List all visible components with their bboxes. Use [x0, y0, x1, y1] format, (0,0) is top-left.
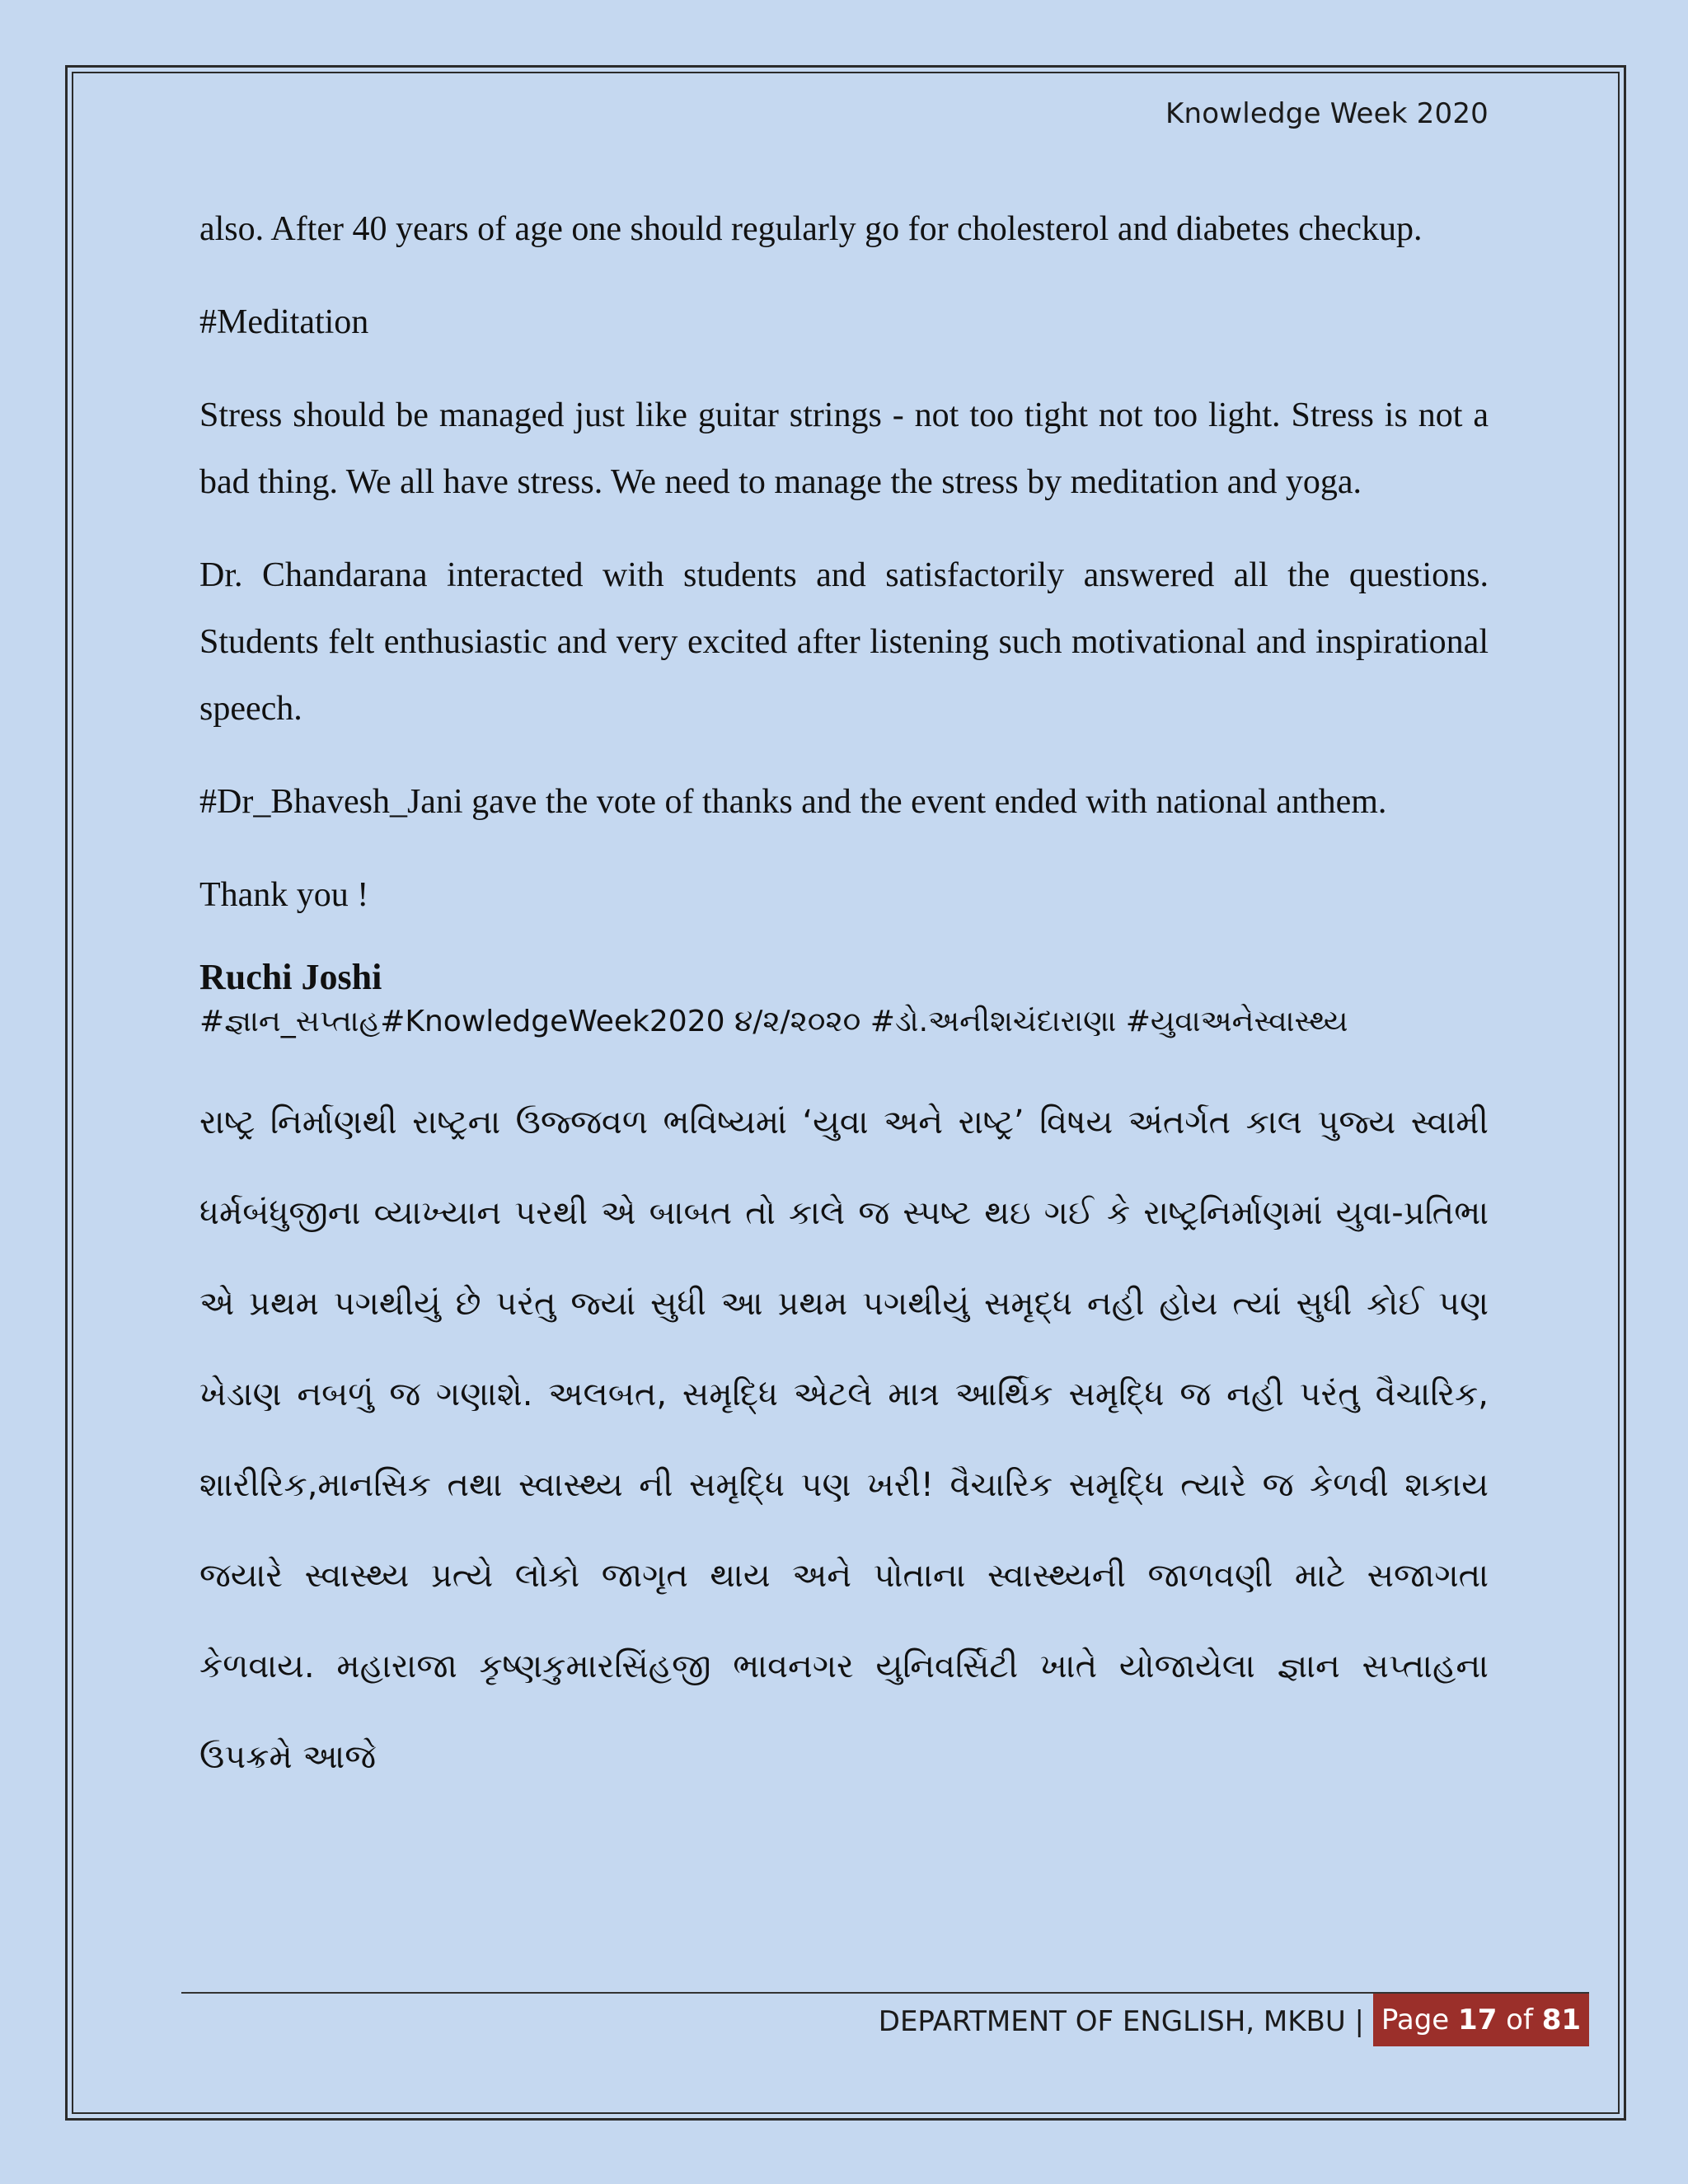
paragraph-interaction: Dr. Chandarana interacted with students and satisfactorily answered all the questions. Students felt enthusiastic and very excited after listening such motivational and inspirational speech.	[199, 556, 1489, 728]
page-total: 81	[1541, 2004, 1582, 2036]
paragraph-vote-of-thanks: #Dr_Bhavesh_Jani gave the vote of thanks and the event ended with national anthem.	[199, 783, 1387, 821]
hashtag-line: #જ્ઞાન_સપ્તાહ#KnowledgeWeek2020 ૪/૨/૨૦૨૦ #ડો.અનીશચંદારાણા #યુવાઅનેસ્વાસ્થ્ય	[199, 1005, 1348, 1038]
running-header: Knowledge Week 2020	[1165, 97, 1489, 130]
paragraph-checkup: also. After 40 years of age one should regularly go for cholesterol and diabetes checkup.	[199, 210, 1423, 248]
heading-meditation: #Meditation	[199, 303, 369, 341]
paragraph-thank-you: Thank you !	[199, 876, 369, 914]
page-word: Page	[1381, 2004, 1450, 2036]
gujarati-paragraph: રાષ્ટ્ર નિર્માણથી રાષ્ટ્રના ઉજ્જવળ ભવિષ્યમાં ‘યુવા અને રાષ્ટ્ર’ વિષય અંતર્ગત કાલ પુજ્ય સ્વામી ધર્મબંધુજીના વ્યાખ્યાન પરથી એ બાબત તો કાલે જ સ્પષ્ટ થઇ ગઈ કે રાષ્ટ્રનિર્માણમાં યુવા-પ્રતિભા એ પ્રથમ પગથીયું છે પરંતુ જ્યાં સુધી આ પ્રથમ પગથીયું સમૃદ્ધ નહી હોય ત્યાં સુધી કોઈ પણ ખેડાણ નબળું જ ગણાશે. અલબત, સમૃદ્ધિ એટલે માત્ર આર્થિક સમૃદ્ધિ જ નહી પરંતુ વૈચારિક, શારીરિક,માનસિક તથા સ્વાસ્થ્ય ની સમૃદ્ધિ પણ ખરી! વૈચારિક સમૃદ્ધિ ત્યારે જ કેળવી શકાય જયારે સ્વાસ્થ્ય પ્રત્યે લોકો જાગૃત થાય અને પોતાના સ્વાસ્થ્યની જાળવણી માટે સજાગતા કેળવાય. મહારાજા કૃષ્ણકુમારસિંહજી ભાવનગર યુનિવર્સિટી ખાતે યોજાયેલા જ્ઞાન સપ્તાહના ઉપક્રમે આજે	[199, 1104, 1489, 1776]
author-name: Ruchi Joshi	[199, 957, 382, 997]
page-current: 17	[1458, 2004, 1498, 2036]
page-of: of	[1506, 2004, 1533, 2036]
paragraph-stress: Stress should be managed just like guitar strings - not too tight not too light. Stress is not a bad thing. We all have stress. We need to manage the stress by meditation and yoga.	[199, 396, 1489, 501]
page-body	[199, 196, 1489, 1802]
footer-department: DEPARTMENT OF ENGLISH, MKBU |	[878, 2005, 1364, 2038]
page-number-badge	[1373, 1994, 1589, 2046]
